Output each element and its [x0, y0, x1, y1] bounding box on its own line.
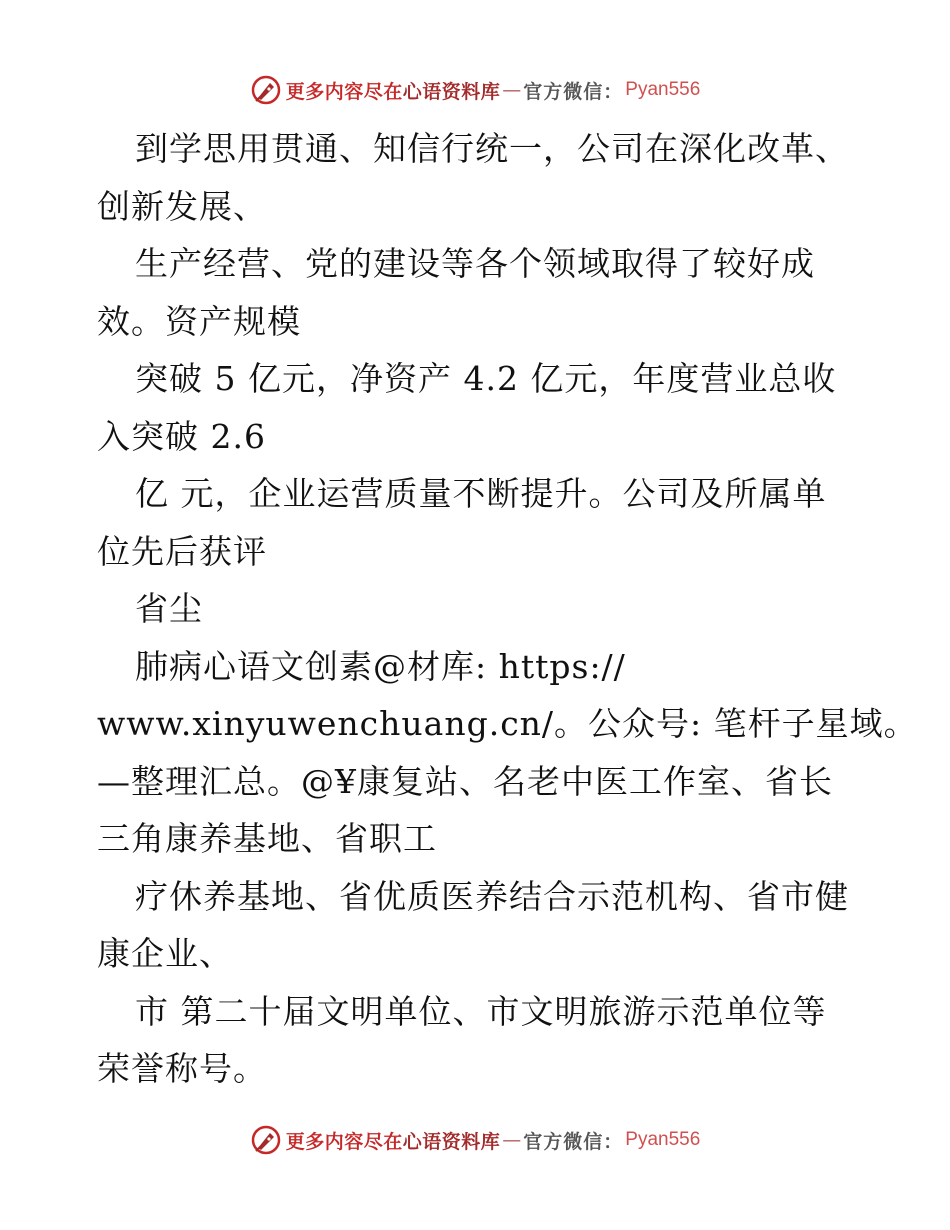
body-line: 到学思用贯通、知信行统一，公司在深化改革、 — [135, 129, 849, 168]
site-name — [286, 1127, 501, 1154]
body-line: www.xinyuwenchuang.cn/。公众号: 笔杆子星域。 — [97, 704, 918, 743]
wechat-id: Pyan556 — [625, 79, 701, 100]
pen-nib-logo-icon — [250, 74, 282, 106]
body-line: 创新发展、 — [97, 186, 267, 226]
official-wechat-label: 官方微信： — [523, 80, 624, 103]
site-name — [286, 77, 501, 104]
site-name-part2: 心语资料库 — [402, 80, 501, 103]
banner-dash: — — [502, 1129, 522, 1151]
body-line: 效。资产规模 — [97, 301, 301, 341]
header-banner — [0, 70, 950, 110]
body-line: 生产经营、党的建设等各个领域取得了较好成 — [135, 244, 815, 283]
body-line: 位先后获评 — [97, 531, 267, 571]
document-body — [97, 120, 918, 1098]
body-line: 三角康养基地、省职工 — [97, 819, 437, 858]
site-name-part1: 更多内容尽在 — [285, 80, 403, 103]
body-line: 入突破 2.6 — [97, 416, 266, 456]
body-line: 疗休养基地、省优质医养结合示范机构、省市健 — [135, 876, 849, 916]
body-line: 省尘 — [135, 589, 203, 628]
official-wechat-label: 官方微信： — [523, 1130, 624, 1153]
wechat-id: Pyan556 — [625, 1129, 701, 1150]
body-line: 亿 元，企业运营质量不断提升。公司及所属单 — [135, 474, 827, 513]
body-line: 市 第二十届文明单位、市文明旅游示范单位等 — [135, 991, 827, 1031]
banner-dash: — — [502, 79, 522, 101]
body-line: 康企业、 — [97, 934, 233, 973]
body-line: 荣誉称号。 — [97, 1049, 267, 1088]
body-line: 突破 5 亿元，净资产 4.2 亿元，年度营业总收 — [135, 359, 837, 398]
site-name-part2: 心语资料库 — [402, 1130, 501, 1153]
pen-nib-logo-icon — [250, 1124, 282, 1156]
site-name-part1: 更多内容尽在 — [285, 1130, 403, 1153]
body-line: 肺病心语文创素@材库: https:// — [135, 646, 626, 686]
footer-banner — [0, 1120, 950, 1160]
body-line: —整理汇总。@¥康复站、名老中医工作室、省长 — [97, 761, 833, 801]
